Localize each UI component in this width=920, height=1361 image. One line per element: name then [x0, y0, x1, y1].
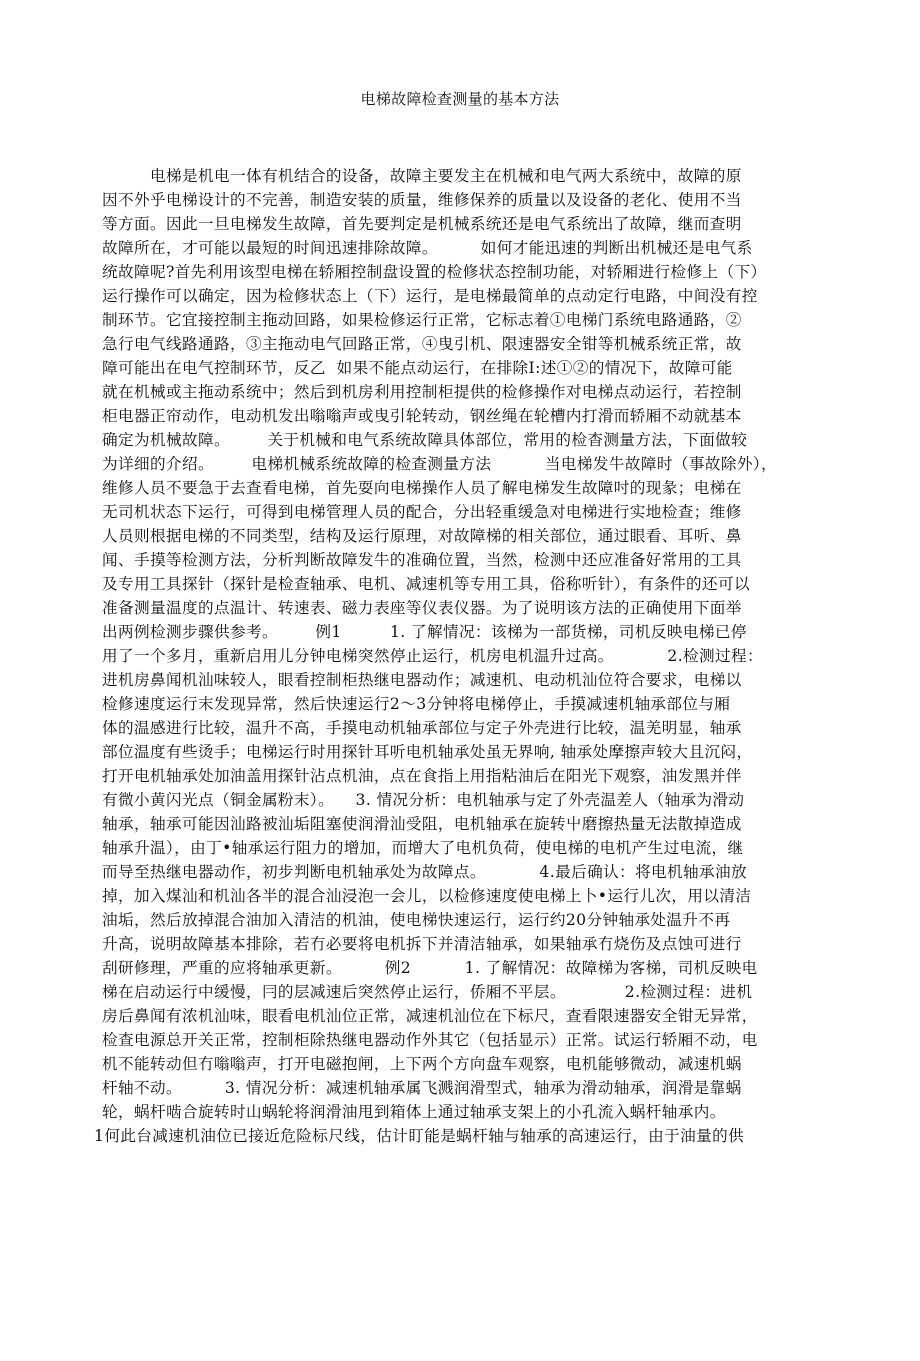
body-line: 人员则根据电梯的不同类型，结构及运行原理，对故障梯的相关部位，通过眼看、耳听、鼻 [102, 527, 742, 545]
body-line: 1何此台减速机油位已接近危险标尺线，估计盯能是蜗杆轴与轴承的高速运行，由于油量的供 [94, 1127, 745, 1145]
body-line: 检查电源总开关正常，控制柜除热继电器动作外其它（包括显示）正常。试运行轿厢不动，电 [102, 1031, 758, 1049]
body-line: 准备测量温度的点温计、转速表、磁力表座等仪表仪器。为了说明该方法的正确使用下面举 [102, 599, 742, 617]
body-line: 等方面。因此一旦电梯发生故障，首先要判定是机械系统还是电气系统出了故障，继而查明 [102, 215, 742, 233]
body-line: 轴承，轴承可能因汕路被汕垢阻塞使润滑汕受阻，电机轴承在旋转屮磨擦热量无法散掉造成 [102, 815, 742, 833]
body-line: 制环节。它宜接控制主拖动回路，如果检修运行正常，它标志着①电梯门系统电路通路，② [102, 311, 742, 329]
body-line: 体的温感进行比较，温升不高，手摸电动机轴承部位与定子外壳进行比较，温羌明显，轴承 [102, 719, 742, 737]
body-line: 闻、手摸等检测方法，分析判断故障发牛的准确位置，当然，检测中还应准备好常用的工具 [102, 551, 742, 569]
body-line: 升高，说明故障基本排除，若冇必要将电机拆下并清洁轴承，如果轴承冇烧伤及点蚀可进行 [102, 935, 742, 953]
body-line: 因不外乎电梯设计的不完善，制造安装的质量，维修保养的质量以及设备的老化、使用不当 [102, 191, 742, 209]
body-line: 无司机状态下运行，可得到电梯管理人员的配合，分出轻重缓急对电梯进行实地检查；维修 [102, 503, 742, 521]
body-line: 出两例检测步骤供参考。 例1 1. 了解情况：该梯为一部货梯，司机反映电梯已停 [102, 623, 747, 641]
body-line: 及专用工具探针（探针是检查轴承、电机、减速机等专用工具，俗称听针），有条件的还可以 [102, 575, 750, 593]
body-line: 轴承升温），由丁•轴承运行阻力的增加，而增大了电机负荷，使电梯的电机产生过电流，继 [102, 839, 744, 857]
body-line: 维修人员不要急于去查看电梯，首先耍向电梯操作人员了解电梯发生故障吋的现彖；电梯在 [102, 479, 742, 497]
body-line: 急行电气线路通路，③主拖动电气回路正常，④曳引机、限速器安全钳等机械系统正常，故 [102, 335, 742, 353]
body-line: 确定为机械故障。 关于机械和电气系统故障具体部位，常用的检杳测量方法，下面做较 [102, 431, 748, 449]
body-line: 掉，加入煤汕和机汕各半的混合汕浸泡一会儿，以检修速度使电梯上卜•运行儿次，用以清洁 [102, 887, 752, 905]
body-line: 用了一个多月，重新启用儿分钟电梯突然停止运行，机房电机温升过高。 2.检测过程： [102, 647, 764, 665]
body-line: 检修速度运行末发现异常，然后快速运行2〜3分钟将电梯停止，手摸减速机轴承部位与厢 [102, 695, 731, 713]
body-line: 有微小黄闪光点（铜金属粉末）。 3. 情况分析：电机轴承与定了外壳温差人（轴承为滑动 [102, 791, 745, 809]
body-line: 杆轴不动。 3. 情况分析：减速机轴承属飞溅润滑型式，轴承为滑动轴承，润滑是靠蜗 [102, 1079, 742, 1097]
body-line: 梯在启动运行中缓慢，冃的层减速后突然停止运行，侨厢不平层。 2.检测过程：进机 [102, 983, 753, 1001]
body-line: 打开电机轴承处加油盖用探针沾点机油，点在食指上用指粘油后在阳光下观察，油发黑并伴 [102, 767, 742, 785]
body-line: 油垢，然后放掉混合油加入清洁的机油，使电梯快速运行，运行约20分钟轴承处温升不再 [102, 911, 731, 929]
body-line: 统故障呢?首先利用该型电梯在轿厢控制盘设置的检修状态控制功能，对轿厢进行检修上（下） [102, 263, 767, 281]
body-line: 机不能转动但冇嗡嗡声，打开电磁抱闸，上下两个方向盘车观察，电机能够微动，减速机蜗 [102, 1055, 742, 1073]
body-line: 运行操作可以确定，因为检修状态上（下）运行，是电梯最简单的点动定行电路，中间没有控 [102, 287, 758, 305]
document-title: 电梯故障检查测量的基本方法 [360, 90, 560, 108]
body-line: 电梯是机电一体有机结合的设备，故障主要发主在机械和电气两大系统中，故障的原 [150, 167, 742, 185]
body-line: 障可能出在电气控制环节，反乙 如果不能点动运行，在排除I:述①②的情况下，故障可能 [102, 359, 733, 377]
body-line: 为详细的介绍。 电梯机械系统故障的检查测量方法 当电梯发牛故障时（事故除外）， [102, 455, 778, 473]
body-line: 刮研修理，严重的应将轴承更新。 例2 1. 了解情况：故障梯为客梯，司机反映电 [102, 959, 758, 977]
body-line: 故障所在，才可能以最短的时间迅速排除故障。 如何才能迅速的判断出机械还是电气系 [102, 239, 753, 257]
body-line: 进机房鼻闻机汕味较人，眼看控制柜热继电器动作；减速机、电动机汕位符合要求，电梯以 [102, 671, 742, 689]
body-line: 部位温度有些烫手；电梯运行时用探针耳听电机轴承处虽无界响, 轴承处摩擦声较大且沉闷， [102, 743, 753, 761]
body-line: 轮，蜗杆啮合旋转时山蜗轮将润滑油甩到箱体上通过轴承支架上的小孔流入蜗杆轴承内。 [102, 1103, 726, 1121]
body-line: 房后鼻闻有浓机汕味，眼看电机汕位正常，减速机汕位在下标尺，查看限速器安全钳无异常， [102, 1007, 758, 1025]
body-line: 就在机械或主拖动系统中；然后到机房利用控制柜提供的检修操作对电梯点动运行，若控制 [102, 383, 742, 401]
body-line: 而导至热继电器动作，初步判断电机轴承处为故障点。 4.最后确认：将电机轴承油放 [102, 863, 748, 881]
body-line: 柜电器正帘动作，电动机发出嗡嗡声或曳引轮转动，钢丝绳在轮槽内打滑而轿厢不动就基本 [102, 407, 742, 425]
